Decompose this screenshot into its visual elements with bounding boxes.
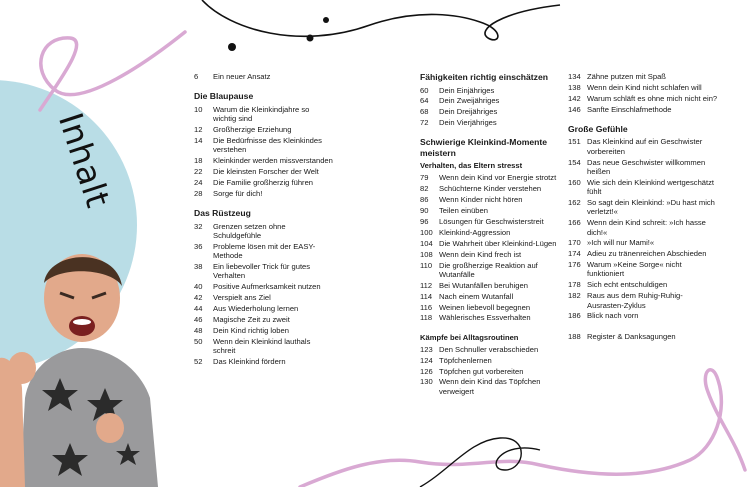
toc-entry-title: Dein Vierjähriges xyxy=(439,118,497,128)
toc-entry-title: Dein Einjähriges xyxy=(439,85,495,95)
toc-page-number: 160 xyxy=(568,177,581,187)
toc-entry[interactable] xyxy=(420,195,560,204)
toc-entry[interactable] xyxy=(194,178,334,187)
toc-entry[interactable] xyxy=(420,184,560,193)
toc-entry-title: Die Bedürfnisse des Kleinkindes verstehen xyxy=(213,135,322,155)
toc-entry-title: Wenn dein Kind schreit: »Ich hasse dich!« xyxy=(587,218,706,237)
toc-entry[interactable] xyxy=(420,313,560,322)
toc-page-number: 116 xyxy=(420,302,433,312)
toc-page-number: 68 xyxy=(420,107,429,117)
toc-page-number: 90 xyxy=(420,206,429,216)
toc-page-number: 46 xyxy=(194,314,203,324)
toc-entry[interactable] xyxy=(420,292,560,301)
toc-entry-title: Bei Wutanfällen beruhigen xyxy=(439,280,528,290)
toc-entry-title: Sich echt entschuldigen xyxy=(587,280,668,290)
toc-page-number: 40 xyxy=(194,282,203,292)
toc-entry[interactable] xyxy=(568,249,718,258)
toc-entry-title: Kleinkinder werden missverstanden xyxy=(213,156,333,166)
toc-page-number: 178 xyxy=(568,280,581,290)
toc-entry-title: Töpfchen gut vorbereiten xyxy=(439,366,524,376)
toc-page-number: 154 xyxy=(568,157,581,167)
toc-entry[interactable] xyxy=(568,158,718,177)
toc-entry-title: Teilen einüben xyxy=(439,206,488,216)
toc-entry-title: Ein liebevoller Trick für gutes Verhalten xyxy=(213,261,311,281)
toc-entry[interactable] xyxy=(194,136,334,155)
toc-page-number: 96 xyxy=(420,217,429,227)
toc-page-number: 104 xyxy=(420,238,433,248)
toc-entry[interactable] xyxy=(568,105,718,114)
toc-page-number: 50 xyxy=(194,336,203,346)
toc-entry-title: Sanfte Einschlafmethode xyxy=(587,104,672,114)
toc-page-number: 124 xyxy=(420,355,433,365)
toc-page-number: 114 xyxy=(420,291,433,301)
ink-dot xyxy=(323,17,329,23)
toc-entry-title: Register & Danksagungen xyxy=(587,332,676,342)
toc-entry-title: Die Familie großherzig führen xyxy=(213,177,314,187)
ink-dot xyxy=(307,35,314,42)
toc-page-number: 60 xyxy=(420,85,429,95)
toc-entry-title: »Ich will nur Mami!« xyxy=(587,238,655,248)
toc-entry-title: Warum die Kleinkindjahre so wichtig sind xyxy=(213,104,310,124)
section-heading: Fähigkeiten richtig einschätzen xyxy=(420,72,548,82)
toc-entry-title: Wenn dein Kind nicht schlafen will xyxy=(587,82,702,92)
toc-page-number: 72 xyxy=(420,118,429,128)
toc-page-number: 12 xyxy=(194,124,203,134)
toc-entry-title: Warum schläft es ohne mich nicht ein? xyxy=(587,93,718,103)
toc-entry[interactable] xyxy=(568,94,718,103)
toc-entry-title: Die Wahrheit über Kleinkind-Lügen xyxy=(439,238,557,248)
toc-entry[interactable] xyxy=(194,156,334,165)
toc-entry[interactable] xyxy=(568,332,718,341)
toc-entry-title: Schüchterne Kinder verstehen xyxy=(439,184,542,194)
toc-entry[interactable] xyxy=(420,261,560,280)
toc-page-number: 14 xyxy=(194,135,203,145)
toc-entry[interactable] xyxy=(194,262,334,281)
toc-entry-title: Dein Kind richtig loben xyxy=(213,325,289,335)
toc-entry[interactable] xyxy=(568,280,718,289)
section-spacer xyxy=(568,322,718,332)
toc-page-number: 48 xyxy=(194,325,203,335)
toc-entry[interactable] xyxy=(568,291,718,310)
toc-entry[interactable] xyxy=(194,293,334,302)
page-title: Inhalt xyxy=(50,108,118,213)
toc-entry[interactable] xyxy=(194,282,334,291)
toc-entry-title: Wenn Kinder nicht hören xyxy=(439,195,523,205)
toc-entry[interactable] xyxy=(420,86,560,95)
toc-entry[interactable] xyxy=(194,326,334,335)
toc-entry-title: Sorge für dich! xyxy=(213,188,263,198)
ink-dot xyxy=(228,43,236,51)
toc-entry[interactable] xyxy=(568,72,718,81)
toc-entry-title: Verspielt ans Ziel xyxy=(213,292,271,302)
section-heading: Schwierige Kleinkind-Momente meistern xyxy=(420,137,548,158)
toc-entry[interactable] xyxy=(194,167,334,176)
toc-entry[interactable] xyxy=(420,206,560,215)
toc-entry-title: Die großherzige Reaktion auf Wutanfälle xyxy=(439,260,538,279)
toc-entry-title: Adieu zu tränenreichen Abschieden xyxy=(587,249,707,259)
toc-page-number: 130 xyxy=(420,377,433,387)
toc-entry-title: Magische Zeit zu zweit xyxy=(213,314,290,324)
toc-page-number: 118 xyxy=(420,313,433,323)
toc-page-number: 108 xyxy=(420,249,433,259)
toc-entry[interactable] xyxy=(420,228,560,237)
toc-page-number: 18 xyxy=(194,156,203,166)
toc-entry-title: Positive Aufmerksamkeit nutzen xyxy=(213,282,321,292)
toc-page-number: 176 xyxy=(568,260,581,270)
toc-entry[interactable] xyxy=(420,281,560,290)
toc-entry[interactable] xyxy=(568,311,718,320)
toc-entry-title: So sagt dein Kleinkind: »Du hast mich verletzt!« xyxy=(587,198,715,217)
toc-entry[interactable] xyxy=(194,357,334,366)
toc-entry-title: Dein Dreijähriges xyxy=(439,107,498,117)
toc-entry-title: Wie sich dein Kleinkind wertgeschätzt fühlt xyxy=(587,177,715,197)
toc-entry[interactable] xyxy=(194,304,334,313)
toc-page-number: 174 xyxy=(568,249,581,259)
toc-page-number: 79 xyxy=(420,173,429,183)
toc-entry-title: Blick nach vorn xyxy=(587,311,639,321)
toc-page-number: 182 xyxy=(568,291,581,301)
section-heading: Die Blaupause xyxy=(194,91,254,102)
toc-entry[interactable] xyxy=(194,189,334,198)
toc-entry-title: Nach einem Wutanfall xyxy=(439,291,514,301)
toc-entry-title: Wenn dein Kleinkind lauthals schreit xyxy=(213,336,311,355)
toc-entry-title: Die kleinsten Forscher der Welt xyxy=(213,166,319,176)
child-photo xyxy=(0,238,165,487)
toc-page-number: 24 xyxy=(194,177,203,187)
toc-page-number: 142 xyxy=(568,93,581,103)
toc-column-2 xyxy=(420,72,560,398)
toc-entry[interactable] xyxy=(194,222,334,241)
toc-entry-title: Wenn dein Kind vor Energie strotzt xyxy=(439,173,557,183)
toc-entry[interactable] xyxy=(420,107,560,116)
toc-page-number: 188 xyxy=(568,332,581,342)
toc-entry[interactable] xyxy=(420,356,560,365)
toc-entry-title: Aus Wiederholung lernen xyxy=(213,303,299,313)
toc-entry-title: Dein Zweijähriges xyxy=(439,96,500,106)
toc-entry-title: Wenn dein Kind das Töpfchen verweigert xyxy=(439,377,541,396)
section-subheading: Kämpfe bei Alltagsroutinen xyxy=(420,332,519,342)
toc-page-number: 138 xyxy=(568,82,581,92)
toc-entry-title: Wählerisches Essverhalten xyxy=(439,313,531,323)
toc-page-number: 44 xyxy=(194,303,203,313)
toc-page-number: 6 xyxy=(194,72,199,81)
toc-entry-title: Lösungen für Geschwisterstreit xyxy=(439,217,544,227)
toc-page-number: 186 xyxy=(568,311,581,321)
toc-entry[interactable] xyxy=(568,83,718,92)
toc-entry-title: Warum »Keine Sorge« nicht funktioniert xyxy=(587,260,682,279)
toc-entry[interactable] xyxy=(194,337,334,356)
toc-page-number: 32 xyxy=(194,221,203,231)
toc-entry-title: Weinen liebevoll begegnen xyxy=(439,302,531,312)
toc-entry[interactable] xyxy=(194,125,334,134)
toc-page-number: 10 xyxy=(194,104,203,114)
toc-page-number: 123 xyxy=(420,344,433,354)
toc-entry[interactable] xyxy=(194,105,334,124)
toc-entry-title: Probleme lösen mit der EASY-Methode xyxy=(213,241,316,261)
toc-page-number: 64 xyxy=(420,96,429,106)
toc-entry-title: Das Kleinkind auf ein Geschwister vorbereiten xyxy=(587,137,703,156)
toc-page-number: 112 xyxy=(420,280,433,290)
toc-entry-title: Zähne putzen mit Spaß xyxy=(587,72,666,81)
toc-entry-title: Töpfchenlernen xyxy=(439,355,492,365)
toc-page-number: 52 xyxy=(194,356,203,366)
toc-entry[interactable] xyxy=(420,118,560,127)
toc-page-number: 82 xyxy=(420,184,429,194)
toc-entry-title: Wenn dein Kind frech ist xyxy=(439,249,522,259)
toc-page-number: 134 xyxy=(568,72,581,81)
toc-entry[interactable] xyxy=(420,377,560,396)
toc-entry[interactable] xyxy=(420,173,560,182)
toc-entry-title: Ein neuer Ansatz xyxy=(213,72,271,81)
section-heading: Große Gefühle xyxy=(568,123,628,134)
toc-page-number: 28 xyxy=(194,188,203,198)
toc-page-number: 170 xyxy=(568,238,581,248)
toc-column-1 xyxy=(194,72,334,368)
toc-entry-title: Kleinkind-Aggression xyxy=(439,227,511,237)
toc-entry[interactable] xyxy=(420,96,560,105)
toc-entry[interactable] xyxy=(568,238,718,247)
section-heading: Das Rüstzeug xyxy=(194,208,251,219)
toc-page-number: 42 xyxy=(194,292,203,302)
toc-page-number: 146 xyxy=(568,104,581,114)
toc-entry-title: Grenzen setzen ohne Schuldgefühle xyxy=(213,221,286,240)
toc-entry-title: Das Kleinkind fördern xyxy=(213,356,286,366)
toc-page-number: 100 xyxy=(420,227,433,237)
black-scribble-top xyxy=(202,0,560,40)
toc-entry[interactable] xyxy=(194,315,334,324)
toc-entry-title: Das neue Geschwister willkommen heißen xyxy=(587,157,706,176)
section-subheading: Verhalten, das Eltern stresst xyxy=(420,161,523,171)
toc-entry[interactable] xyxy=(420,367,560,376)
toc-page-number: 162 xyxy=(568,198,581,208)
toc-page-number: 126 xyxy=(420,366,433,376)
toc-entry-title: Raus aus dem Ruhig-Ruhig-Ausrasten-Zyklus xyxy=(587,291,683,310)
toc-entry[interactable] xyxy=(568,198,718,217)
toc-entry[interactable] xyxy=(420,303,560,312)
toc-page-number: 110 xyxy=(420,260,433,270)
toc-page-number: 166 xyxy=(568,218,581,228)
toc-page-number: 86 xyxy=(420,195,429,205)
toc-entry[interactable] xyxy=(420,239,560,248)
toc-entry[interactable] xyxy=(194,242,334,261)
toc-entry[interactable] xyxy=(568,260,718,279)
toc-entry-title: Großherzige Erziehung xyxy=(213,124,292,134)
toc-entry[interactable] xyxy=(420,345,560,354)
toc-page-number: 22 xyxy=(194,166,203,176)
toc-entry[interactable] xyxy=(420,250,560,259)
toc-page-number: 38 xyxy=(194,261,203,271)
toc-page-number: 151 xyxy=(568,137,581,147)
toc-entry-title: Den Schnuller verabschieden xyxy=(439,344,539,354)
toc-column-3 xyxy=(568,72,718,343)
toc-entry[interactable] xyxy=(568,137,718,156)
toc-entry[interactable] xyxy=(568,218,718,237)
toc-entry[interactable] xyxy=(420,217,560,226)
toc-entry[interactable] xyxy=(568,178,718,197)
toc-entry[interactable] xyxy=(194,72,334,81)
toc-page-number: 36 xyxy=(194,241,203,251)
